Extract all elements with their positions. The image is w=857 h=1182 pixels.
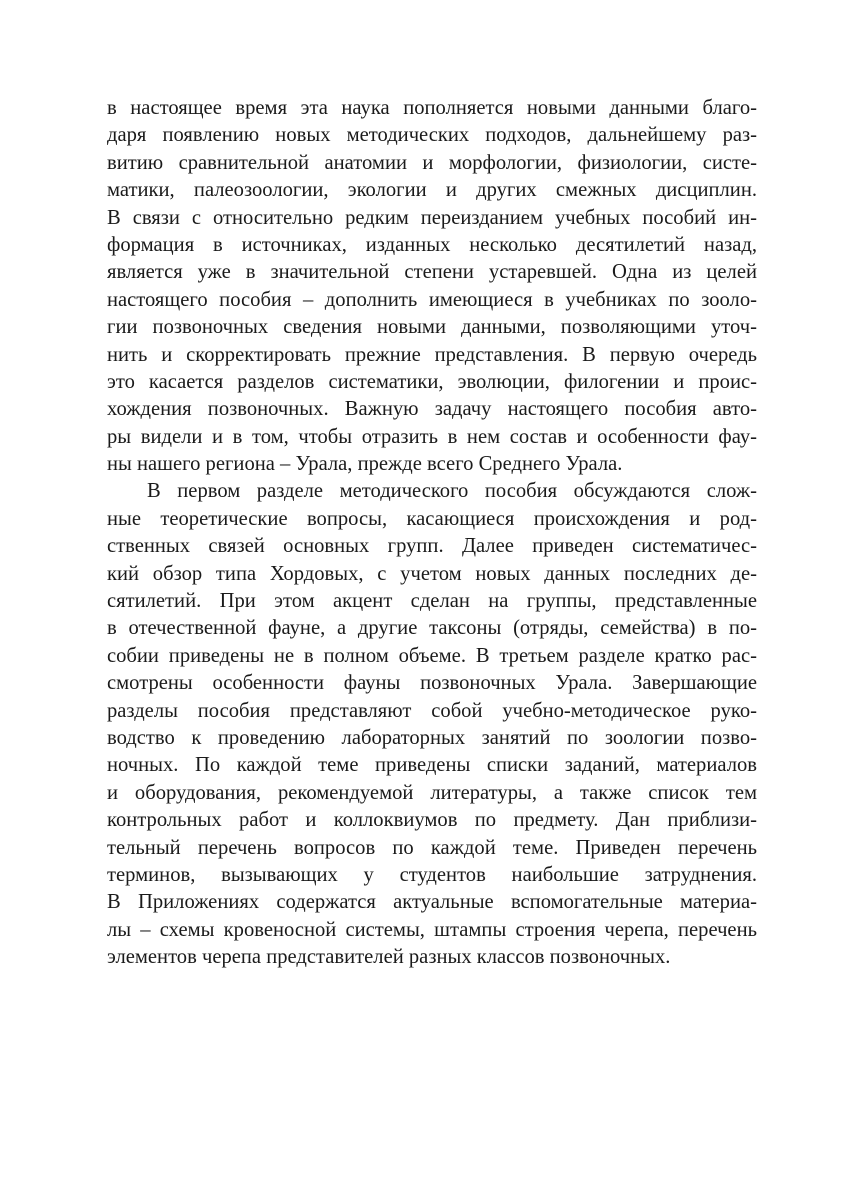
- text-line: контрольных работ и коллоквиумов по предмету. Дан приблизи-: [107, 809, 757, 832]
- text-line: в отечественной фауне, а другие таксоны (отряды, семейства) в по-: [107, 617, 757, 640]
- paragraph-1: [107, 95, 757, 478]
- text-line: нить и скорректировать прежние представления. В первую очередь: [107, 343, 757, 366]
- text-line: В Приложениях содержатся актуальные вспомогательные материа-: [107, 891, 757, 914]
- text-line: В связи с относительно редким переизданием учебных пособий ин-: [107, 206, 757, 229]
- text-line: ры видели и в том, чтобы отразить в нем состав и особенности фау-: [107, 425, 757, 448]
- text-line: ночных. По каждой теме приведены списки заданий, материалов: [107, 754, 757, 777]
- text-line: гии позвоночных сведения новыми данными, позволяющими уточ-: [107, 316, 757, 339]
- text-line: лы – схемы кровеносной системы, штампы строения черепа, перечень: [107, 918, 757, 941]
- text-line: ны нашего региона – Урала, прежде всего Среднего Урала.: [107, 453, 623, 476]
- text-line: это касается разделов систематики, эволюции, филогении и проис-: [107, 370, 757, 393]
- text-line: терминов, вызывающих у студентов наибольшие затруднения.: [107, 863, 757, 886]
- text-line: и оборудования, рекомендуемой литературы, а также список тем: [107, 781, 757, 804]
- text-line: тельный перечень вопросов по каждой теме. Приведен перечень: [107, 836, 757, 859]
- page-body: [107, 95, 757, 972]
- text-line: хождения позвоночных. Важную задачу настоящего пособия авто-: [107, 398, 757, 421]
- text-line: сятилетий. При этом акцент сделан на группы, представленные: [107, 590, 757, 613]
- text-line: формация в источниках, изданных несколько десятилетий назад,: [107, 233, 757, 256]
- text-line: В первом разделе методического пособия обсуждаются слож-: [147, 480, 757, 503]
- text-line: водство к проведению лабораторных занятий по зоологии позво-: [107, 726, 757, 749]
- text-line: смотрены особенности фауны позвоночных Урала. Завершающие: [107, 672, 757, 695]
- text-line: витию сравнительной анатомии и морфологии, физиологии, систе-: [107, 151, 757, 174]
- text-line: в настоящее время эта наука пополняется новыми данными благо-: [107, 97, 757, 119]
- text-line: разделы пособия представляют собой учебно-методическое руко-: [107, 699, 757, 722]
- text-line: является уже в значительной степени устаревшей. Одна из целей: [107, 261, 757, 284]
- text-line: даря появлению новых методических подходов, дальнейшему раз-: [107, 124, 757, 147]
- text-line: матики, палеозоологии, экологии и других смежных дисциплин.: [107, 179, 757, 202]
- paragraph-2: [107, 478, 757, 971]
- text-line: ственных связей основных групп. Далее приведен систематичес-: [107, 535, 757, 558]
- text-line: кий обзор типа Хордовых, с учетом новых данных последних де-: [107, 562, 757, 585]
- text-line: ные теоретические вопросы, касающиеся происхождения и род-: [107, 507, 757, 530]
- text-line: элементов черепа представителей разных классов позвоночных.: [107, 946, 671, 969]
- text-line: собии приведены не в полном объеме. В третьем разделе кратко рас-: [107, 644, 757, 667]
- text-line: настоящего пособия – дополнить имеющиеся в учебниках по зооло-: [107, 288, 757, 311]
